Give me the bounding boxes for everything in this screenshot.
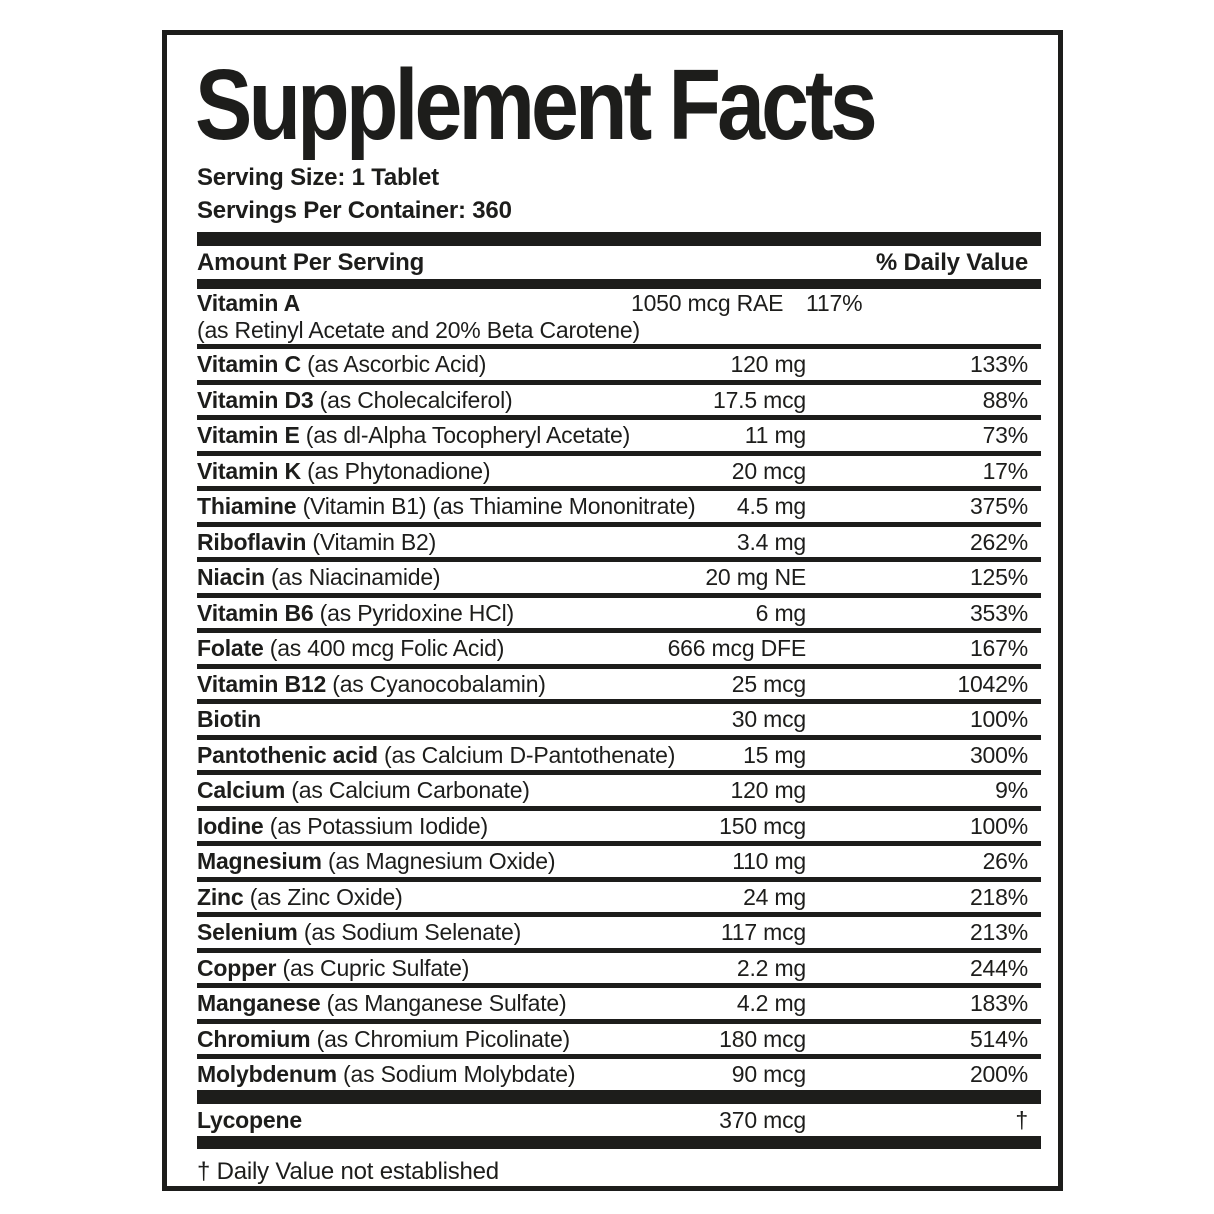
nutrient-name: Selenium (197, 919, 298, 945)
table-row (197, 456, 1041, 492)
row-daily-value: 514% (969, 1025, 1028, 1052)
row-amount: 1050 mcg RAE (631, 290, 784, 316)
nutrient-detail: (as Calcium D-Pantothenate) (384, 741, 676, 768)
table-row (197, 349, 1041, 385)
row-daily-value: 183% (969, 990, 1028, 1016)
nutrient-detail: (as Manganese Sulfate) (326, 990, 567, 1016)
nutrient-detail: (as Ascorbic Acid) (307, 351, 487, 377)
row-daily-value: † (1015, 1106, 1028, 1133)
serving-size: Serving Size: 1 Tablet (197, 164, 439, 191)
row-amount: 4.2 mg (736, 990, 806, 1016)
row-amount: 25 mcg (731, 670, 806, 697)
row-name-cell (197, 704, 631, 735)
row-daily-value: 9% (995, 777, 1028, 803)
divider-bar (197, 279, 1041, 289)
table-row (197, 846, 1041, 882)
extra-rows (197, 1104, 1041, 1136)
table-row (197, 740, 1041, 776)
nutrient-name: Zinc (197, 883, 244, 910)
table-row (197, 1104, 1041, 1136)
table-row (197, 385, 1041, 421)
table-row (197, 882, 1041, 918)
row-name-cell (197, 1104, 631, 1136)
row-daily-value: 244% (969, 954, 1028, 981)
table-row (197, 633, 1041, 669)
nutrient-name: Vitamin A (197, 290, 301, 316)
nutrient-name: Thiamine (197, 493, 297, 519)
nutrient-name: Copper (197, 954, 277, 981)
table-row (197, 1024, 1041, 1060)
row-daily-value: 375% (969, 493, 1028, 519)
table-row (197, 598, 1041, 634)
nutrient-name: Vitamin E (197, 422, 300, 448)
row-name-cell (197, 598, 631, 629)
nutrient-name: Riboflavin (197, 528, 307, 555)
divider-bar (197, 1136, 1041, 1149)
row-name-cell (197, 988, 631, 1019)
row-amount: 150 mcg (719, 812, 806, 839)
nutrient-name: Folate (197, 635, 264, 661)
servings-per-container: Servings Per Container: 360 (197, 197, 512, 224)
row-daily-value: 1042% (957, 670, 1028, 697)
nutrient-detail: (as Chromium Picolinate) (316, 1025, 570, 1052)
row-main-line (197, 289, 1041, 318)
nutrient-name: Vitamin B12 (197, 670, 327, 697)
table-row (197, 953, 1041, 989)
row-amount: 117 mcg (720, 919, 806, 945)
table-row (197, 562, 1041, 598)
nutrient-name: Pantothenic acid (197, 741, 378, 768)
nutrient-detail: (Vitamin B2) (312, 528, 437, 555)
supplement-facts-panel (162, 30, 1063, 1191)
table-row (197, 527, 1041, 563)
row-name-cell (197, 846, 631, 877)
amount-per-serving-header: Amount Per Serving (197, 249, 425, 276)
row-amount: 20 mg NE (705, 564, 806, 590)
nutrient-detail: (as 400 mcg Folic Acid) (269, 635, 505, 661)
row-name-cell (197, 527, 631, 558)
nutrient-name: Vitamin K (197, 457, 301, 484)
row-name-cell (197, 1024, 631, 1055)
nutrient-detail: (as Niacinamide) (271, 564, 441, 590)
row-amount: 180 mcg (719, 1025, 806, 1052)
row-name-cell (197, 775, 631, 806)
nutrient-detail: (as Sodium Molybdate) (343, 1061, 576, 1087)
table-row (197, 704, 1041, 740)
row-name-cell (197, 669, 631, 700)
table-row (197, 491, 1041, 527)
nutrient-name: Magnesium (197, 848, 322, 874)
row-amount: 120 mg (730, 777, 806, 803)
table-row (197, 420, 1041, 456)
daily-value-header: % Daily Value (875, 249, 1028, 276)
row-amount: 110 mg (732, 848, 806, 874)
nutrient-detail: (as Calcium Carbonate) (291, 777, 530, 803)
nutrient-detail: (as Sodium Selenate) (303, 919, 522, 945)
nutrient-name: Vitamin C (197, 351, 301, 377)
row-name-cell (197, 385, 631, 416)
row-amount: 2.2 mg (736, 954, 806, 981)
row-daily-value: 125% (969, 564, 1028, 590)
row-daily-value: 100% (969, 706, 1028, 732)
row-daily-value: 167% (969, 635, 1028, 661)
table-row (197, 669, 1041, 705)
table-header-row (197, 246, 1041, 279)
nutrient-detail: (as Zinc Oxide) (249, 883, 403, 910)
row-amount: 120 mg (730, 351, 806, 377)
nutrient-name: Vitamin D3 (197, 386, 314, 413)
row-amount: 17.5 mcg (712, 386, 806, 413)
row-amount: 666 mcg DFE (667, 635, 806, 661)
row-daily-value: 26% (982, 848, 1028, 874)
nutrient-name: Manganese (197, 990, 321, 1016)
row-daily-value: 213% (969, 919, 1028, 945)
table-row (197, 1059, 1041, 1090)
row-name-cell (197, 740, 676, 771)
row-daily-value: 73% (982, 422, 1028, 448)
row-daily-value: 218% (969, 883, 1028, 910)
row-amount: 11 mg (744, 422, 806, 448)
row-amount: 90 mcg (731, 1061, 806, 1087)
nutrient-name: Vitamin B6 (197, 599, 314, 626)
footnote: † Daily Value not established (197, 1157, 499, 1185)
table-row (197, 917, 1041, 953)
nutrient-name: Lycopene (197, 1106, 302, 1133)
nutrient-name: Biotin (197, 706, 261, 732)
nutrient-detail: (as Phytonadione) (307, 457, 491, 484)
row-amount: 370 mcg (719, 1106, 806, 1133)
facts-rows (197, 289, 1041, 1090)
row-name-cell (197, 633, 631, 664)
row-daily-value: 17% (982, 457, 1028, 484)
row-amount: 4.5 mg (736, 493, 806, 519)
row-name-cell (197, 491, 696, 522)
row-daily-value: 88% (982, 386, 1028, 413)
row-name-cell (197, 420, 631, 451)
table-row (197, 775, 1041, 811)
table-row (197, 988, 1041, 1024)
row-name-cell (197, 811, 631, 842)
nutrient-detail: (as Potassium Iodide) (269, 812, 488, 839)
row-name-cell (197, 917, 631, 948)
row-amount: 6 mg (755, 599, 806, 626)
row-daily-value: 200% (969, 1061, 1028, 1087)
nutrient-name: Chromium (197, 1025, 311, 1052)
nutrient-detail: (as Cupric Sulfate) (282, 954, 470, 981)
row-name-cell (197, 562, 631, 593)
row-daily-value: 117% (806, 290, 863, 316)
row-name-cell (197, 456, 631, 487)
nutrient-detail: (as Cholecalciferol) (319, 386, 513, 413)
nutrient-detail: (as dl-Alpha Tocopheryl Acetate) (305, 422, 631, 448)
nutrient-name: Niacin (197, 564, 265, 590)
row-name-cell (197, 289, 631, 318)
row-subline: (as Retinyl Acetate and 20% Beta Carotene) (197, 317, 640, 343)
row-daily-value: 262% (969, 528, 1028, 555)
nutrient-name: Molybdenum (197, 1061, 337, 1087)
row-name-cell (197, 953, 631, 984)
row-daily-value: 100% (969, 812, 1028, 839)
nutrient-detail: (as Cyanocobalamin) (332, 670, 546, 697)
table-row (197, 289, 1041, 349)
row-daily-value: 300% (969, 741, 1028, 768)
table-row (197, 811, 1041, 847)
row-amount: 30 mcg (731, 706, 806, 732)
row-amount: 3.4 mg (736, 528, 806, 555)
row-amount: 20 mcg (731, 457, 806, 484)
nutrient-name: Calcium (197, 777, 286, 803)
nutrient-detail: (Vitamin B1) (as Thiamine Mononitrate) (302, 493, 696, 519)
row-amount: 15 mg (743, 741, 806, 768)
row-daily-value: 133% (969, 351, 1028, 377)
divider-bar (197, 1090, 1041, 1104)
nutrient-detail: (as Pyridoxine HCl) (319, 599, 514, 626)
row-name-cell (197, 349, 631, 380)
row-daily-value: 353% (969, 599, 1028, 626)
nutrient-detail: (as Magnesium Oxide) (327, 848, 556, 874)
divider-bar (197, 232, 1041, 246)
nutrient-name: Iodine (197, 812, 264, 839)
row-name-cell (197, 882, 631, 913)
row-name-cell (197, 1059, 631, 1090)
row-amount: 24 mg (743, 883, 806, 910)
panel-title: Supplement Facts (195, 49, 874, 161)
